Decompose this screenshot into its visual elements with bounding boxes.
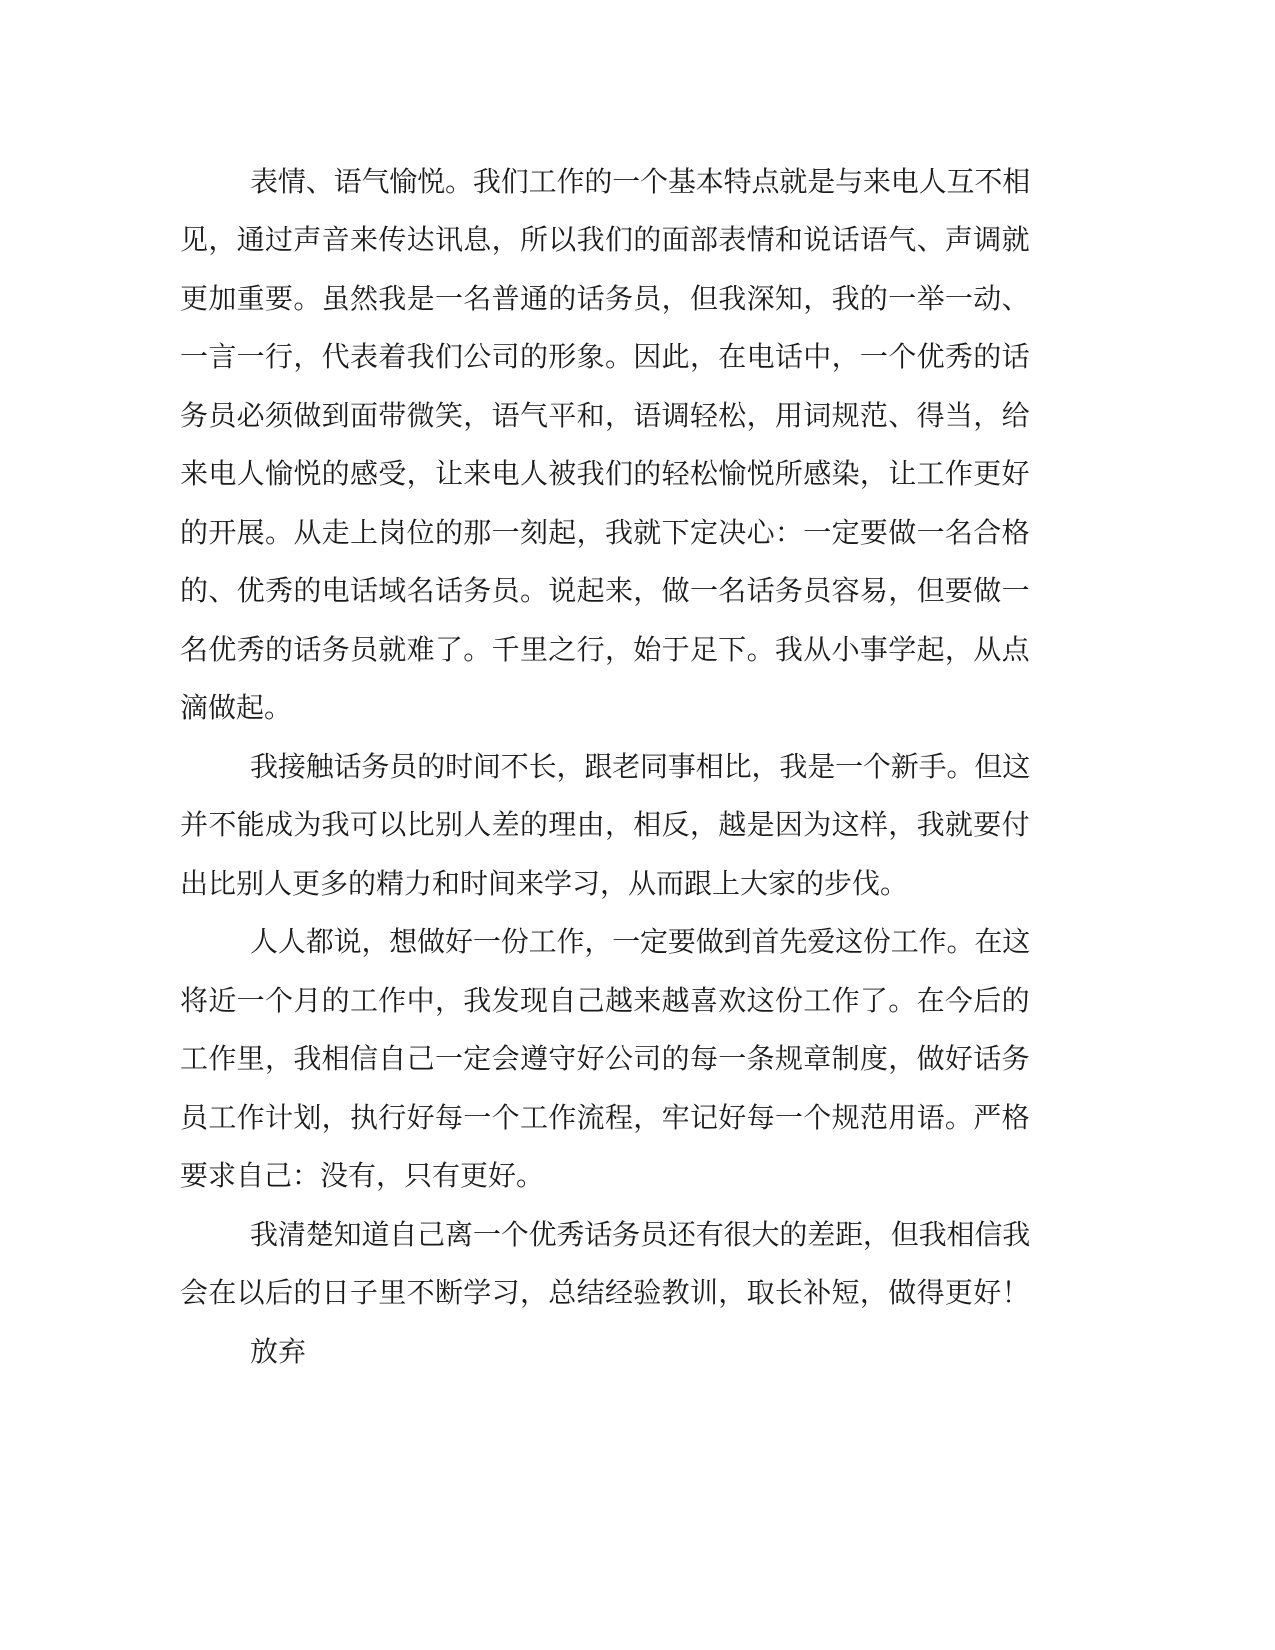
text-line: 的、优秀的电话域名话务员。说起来，做一名话务员容易，但要做一 bbox=[180, 574, 1030, 607]
text-line: 表情、语气愉悦。我们工作的一个基本特点就是与来电人互不相 bbox=[250, 165, 1031, 198]
text-line: 将近一个月的工作中，我发现自己越来越喜欢这份工作了。在今后的 bbox=[180, 984, 1030, 1017]
text-line: 会在以后的日子里不断学习，总结经验教训，取长补短，做得更好！ bbox=[180, 1276, 1030, 1309]
text-line: 要求自己：没有，只有更好。 bbox=[180, 1159, 545, 1192]
text-line: 务员必须做到面带微笑，语气平和，语调轻松，用词规范、得当，给 bbox=[180, 399, 1030, 432]
text-line: 我清楚知道自己离一个优秀话务员还有很大的差距，但我相信我 bbox=[250, 1218, 1031, 1251]
text-line: 更加重要。虽然我是一名普通的话务员，但我深知，我的一举一动、 bbox=[180, 282, 1030, 315]
text-line: 出比别人更多的精力和时间来学习，从而跟上大家的步伐。 bbox=[180, 867, 909, 900]
text-line: 来电人愉悦的感受，让来电人被我们的轻松愉悦所感染，让工作更好 bbox=[180, 457, 1030, 490]
text-line: 滴做起。 bbox=[180, 691, 293, 724]
text-line: 名优秀的话务员就难了。千里之行，始于足下。我从小事学起，从点 bbox=[180, 633, 1030, 666]
text-line: 员工作计划，执行好每一个工作流程，牢记好每一个规范用语。严格 bbox=[180, 1101, 1030, 1134]
text-line: 工作里，我相信自己一定会遵守好公司的每一条规章制度，做好话务 bbox=[180, 1042, 1030, 1075]
text-line: 我接触话务员的时间不长，跟老同事相比，我是一个新手。但这 bbox=[250, 750, 1031, 783]
text-line: 人人都说，想做好一份工作，一定要做到首先爱这份工作。在这 bbox=[250, 925, 1031, 958]
text-line: 一言一行，代表着我们公司的形象。因此，在电话中，一个优秀的话 bbox=[180, 340, 1030, 373]
text-line: 并不能成为我可以比别人差的理由，相反，越是因为这样，我就要付 bbox=[180, 808, 1030, 841]
text-line: 的开展。从走上岗位的那一刻起，我就下定决心：一定要做一名合格 bbox=[180, 516, 1030, 549]
text-line: 见，通过声音来传达讯息，所以我们的面部表情和说话语气、声调就 bbox=[180, 223, 1030, 256]
text-line: 放弃 bbox=[250, 1335, 307, 1368]
